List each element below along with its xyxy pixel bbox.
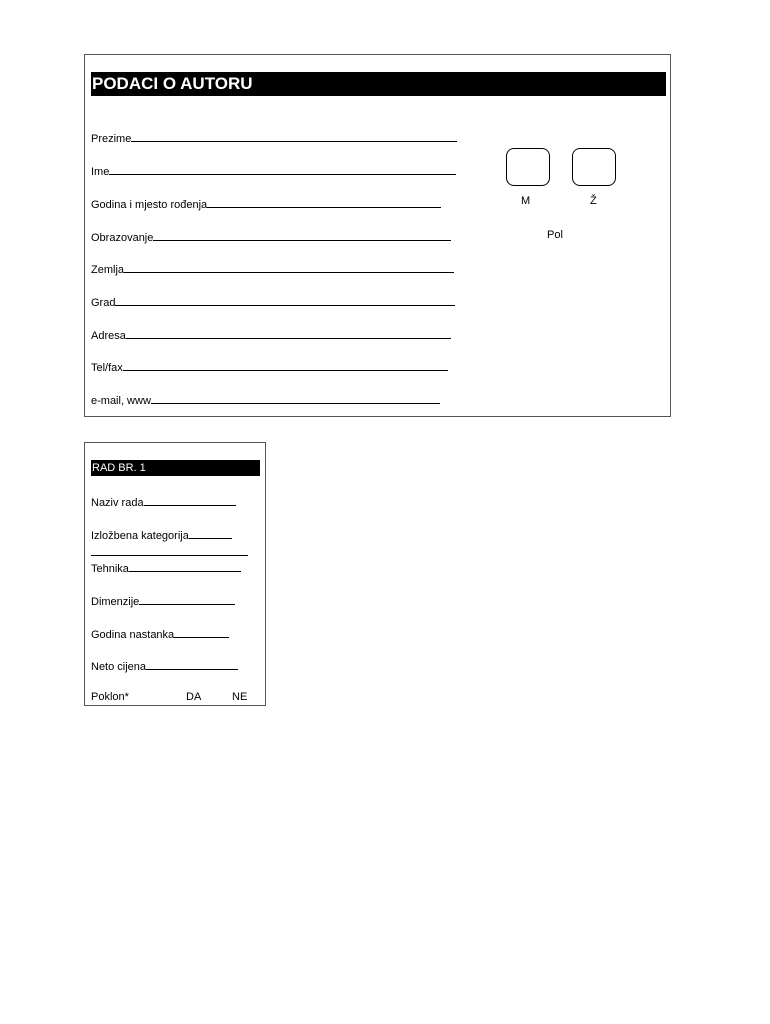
email-input-line[interactable] xyxy=(151,392,440,404)
price-input-line[interactable] xyxy=(146,658,238,670)
year-input-line[interactable] xyxy=(174,626,229,638)
field-technique[interactable] xyxy=(91,560,241,576)
field-label: Prezime xyxy=(91,133,132,145)
field-label: Naziv rada xyxy=(91,497,144,509)
field-ime[interactable] xyxy=(91,163,456,179)
field-label: Godina nastanka xyxy=(91,629,175,641)
author-section xyxy=(84,54,671,417)
field-label: Adresa xyxy=(91,330,126,342)
field-label: Tehnika xyxy=(91,563,129,575)
field-work-name[interactable] xyxy=(91,494,236,510)
work-section xyxy=(84,442,266,706)
telfax-input-line[interactable] xyxy=(123,359,448,371)
field-label: Godina i mjesto rođenja xyxy=(91,199,208,211)
gender-female-label: Ž xyxy=(590,195,597,207)
birth-input-line[interactable] xyxy=(207,196,441,208)
gender-male-checkbox[interactable] xyxy=(506,148,550,186)
field-price[interactable] xyxy=(91,658,238,674)
prezime-input-line[interactable] xyxy=(131,130,457,142)
gift-no-option[interactable]: NE xyxy=(232,691,248,703)
field-country[interactable] xyxy=(91,261,454,277)
city-input-line[interactable] xyxy=(115,294,455,306)
field-label: Neto cijena xyxy=(91,661,147,673)
field-prezime[interactable] xyxy=(91,130,457,146)
ime-input-line[interactable] xyxy=(109,163,456,175)
gift-yes-option[interactable]: DA xyxy=(186,691,202,703)
work-name-input-line[interactable] xyxy=(144,494,236,506)
field-label: Dimenzije xyxy=(91,596,140,608)
field-birth[interactable] xyxy=(91,196,441,212)
field-label: Tel/fax xyxy=(91,362,123,374)
field-email[interactable] xyxy=(91,392,440,408)
gender-female-checkbox[interactable] xyxy=(572,148,616,186)
field-category[interactable] xyxy=(91,527,232,543)
gender-title: Pol xyxy=(547,229,563,241)
field-label: Grad xyxy=(91,297,116,309)
category-extra-line[interactable] xyxy=(91,544,248,556)
education-input-line[interactable] xyxy=(153,229,451,241)
address-input-line[interactable] xyxy=(126,327,451,339)
field-city[interactable] xyxy=(91,294,455,310)
work-section-title: RAD BR. 1 xyxy=(91,460,260,476)
field-label: e-mail, www xyxy=(91,395,151,407)
field-label: Zemlja xyxy=(91,264,125,276)
field-address[interactable] xyxy=(91,327,451,343)
gift-label: Poklon* xyxy=(91,691,129,703)
field-year[interactable] xyxy=(91,626,229,642)
field-label: Izložbena kategorija xyxy=(91,530,189,542)
field-label: Obrazovanje xyxy=(91,232,154,244)
field-label: Ime xyxy=(91,166,110,178)
gender-male-label: M xyxy=(521,195,531,207)
country-input-line[interactable] xyxy=(124,261,454,273)
field-dimensions[interactable] xyxy=(91,593,235,609)
field-telfax[interactable] xyxy=(91,359,448,375)
author-section-title: PODACI O AUTORU xyxy=(91,72,666,96)
field-education[interactable] xyxy=(91,229,451,245)
dimensions-input-line[interactable] xyxy=(139,593,235,605)
category-input-line[interactable] xyxy=(189,527,232,539)
technique-input-line[interactable] xyxy=(129,560,241,572)
